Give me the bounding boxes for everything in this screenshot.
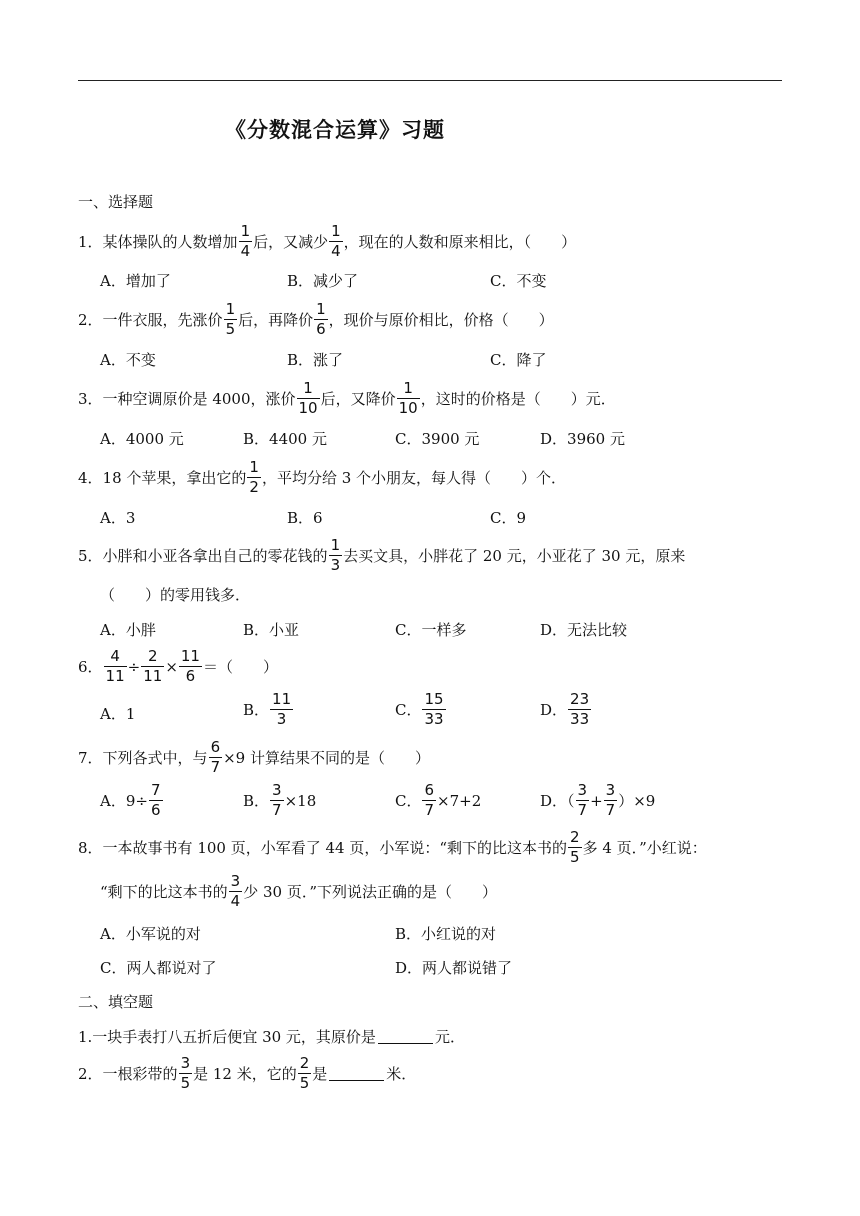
fraction: $\frac{1}{2}$: [249, 458, 259, 496]
q2-option-b: B．涨了: [287, 351, 344, 369]
question-2: 2． 一件衣服，先涨价 $\frac{1}{5}$ 后，再降价 $\frac{1}{6}$ ，现价与原价相比，价格（ ）: [78, 300, 554, 338]
q3-option-a: A．4000 元: [100, 430, 184, 448]
question-8: 8． 一本故事书有 100 页，小军看了 44 页，小军说：“剩下的比这本书的 $\frac{2}{5}$ 多 4 页．”小红说：: [78, 828, 707, 866]
fraction: $\frac{23}{33}$: [570, 690, 590, 728]
fraction: $\frac{2}{5}$: [570, 828, 580, 866]
q6-option-d: D． $\frac{23}{33}$: [540, 690, 590, 728]
top-rule: [78, 80, 782, 81]
question-3: 3． 一种空调原价是 4000，涨价 $\frac{1}{10}$ 后，又降价 $\frac{1}{10}$ ，这时的价格是（ ）元．: [78, 379, 616, 417]
question-8-continued: “剩下的比这本书的 $\frac{3}{4}$ 少 30 页．”下列说法正确的是（ ）: [100, 872, 498, 910]
question-1: 1． 某体操队的人数增加 $\frac{1}{4}$ 后，又减少 $\frac{1}{4}$ ，现在的人数和原来相比，（ ）: [78, 222, 577, 260]
fraction: $\frac{1}{10}$: [298, 379, 318, 417]
q5-option-a: A．小胖: [100, 621, 156, 639]
question-5: 5． 小胖和小亚各拿出自己的零花钱的 $\frac{1}{3}$ 去买文具，小胖花了 20 元，小亚花了 30 元，原来: [78, 536, 686, 574]
q5-option-c: C．一样多: [395, 621, 467, 639]
question-7: 7． 下列各式中，与 $\frac{6}{7}$ ×9 计算结果不同的是（ ）: [78, 738, 430, 776]
q3-option-d: D．3960 元: [540, 430, 625, 448]
fraction: $\frac{11}{6}$: [180, 647, 200, 685]
fraction: $\frac{4}{11}$: [105, 647, 125, 685]
fraction: $\frac{3}{7}$: [605, 781, 616, 819]
q1-option-b: B．减少了: [287, 272, 359, 290]
q3-option-b: B．4400 元: [243, 430, 327, 448]
q6-option-b: B． $\frac{11}{3}$: [243, 690, 292, 728]
fill-question-1: 1.一块手表打八五折后便宜 30 元，其原价是 元．: [78, 1028, 465, 1046]
q8-option-c: C．两人都说对了: [100, 959, 217, 977]
q6-option-a: A．1: [100, 705, 136, 723]
q4-option-b: B．6: [287, 509, 323, 527]
fraction: $\frac{1}{10}$: [398, 379, 418, 417]
q5-option-d: D．无法比较: [540, 621, 628, 639]
fraction: $\frac{2}{5}$: [299, 1054, 310, 1092]
q2-option-c: C．降了: [490, 351, 547, 369]
q7-option-c: C． $\frac{6}{7}$ ×7+2: [395, 781, 482, 819]
fraction: $\frac{3}{4}$: [230, 872, 241, 910]
fraction: $\frac{3}{7}$: [272, 781, 282, 819]
fraction: $\frac{3}{7}$: [577, 781, 588, 819]
fraction: $\frac{6}{7}$: [210, 738, 221, 776]
page-title: 《分数混合运算》习题: [225, 117, 445, 142]
q8-option-d: D．两人都说错了: [395, 959, 513, 977]
q1-option-a: A．增加了: [100, 272, 171, 290]
q8-option-a: A．小军说的对: [100, 925, 201, 943]
section-heading-choice: 一、选择题: [78, 193, 154, 211]
fill-question-2: 2． 一根彩带的 $\frac{3}{5}$ 是 12 米，它的 $\frac{2}{5}$ 是 米．: [78, 1054, 417, 1092]
answer-blank: [329, 1066, 384, 1081]
answer-blank: [378, 1029, 433, 1044]
fraction: $\frac{7}{6}$: [150, 781, 161, 819]
section-heading-fill: 二、填空题: [78, 993, 154, 1011]
q1-option-c: C．不变: [490, 272, 547, 290]
fraction: $\frac{2}{11}$: [143, 647, 163, 685]
fraction: $\frac{1}{6}$: [316, 300, 326, 338]
fraction: $\frac{6}{7}$: [424, 781, 435, 819]
q4-option-c: C．9: [490, 509, 527, 527]
question-6: 6． $\frac{4}{11}$ ÷ $\frac{2}{11}$ × $\frac{11}{6}$ ＝（ ）: [78, 647, 278, 685]
fraction: $\frac{1}{4}$: [240, 222, 251, 260]
fraction: $\frac{11}{3}$: [272, 690, 292, 728]
q7-option-b: B． $\frac{3}{7}$ ×18: [243, 781, 317, 819]
q8-option-b: B．小红说的对: [395, 925, 497, 943]
q7-option-d: D．（ $\frac{3}{7}$ + $\frac{3}{7}$ ）×9: [540, 781, 656, 819]
fraction: $\frac{3}{5}$: [180, 1054, 191, 1092]
q6-option-c: C． $\frac{15}{33}$: [395, 690, 444, 728]
question-5-continued: （ ）的零用钱多．: [100, 586, 251, 604]
q3-option-c: C．3900 元: [395, 430, 480, 448]
fraction: $\frac{1}{5}$: [225, 300, 236, 338]
q7-option-a: A．9÷ $\frac{7}{6}$: [100, 781, 161, 819]
q5-option-b: B．小亚: [243, 621, 300, 639]
question-4: 4． 18 个苹果，拿出它的 $\frac{1}{2}$ ，平均分给 3 个小朋友，每人得（ ）个．: [78, 458, 567, 496]
fraction: $\frac{15}{33}$: [424, 690, 444, 728]
q2-option-a: A．不变: [100, 351, 156, 369]
q4-option-a: A．3: [100, 509, 136, 527]
fraction: $\frac{1}{4}$: [331, 222, 341, 260]
fraction: $\frac{1}{3}$: [330, 536, 341, 574]
